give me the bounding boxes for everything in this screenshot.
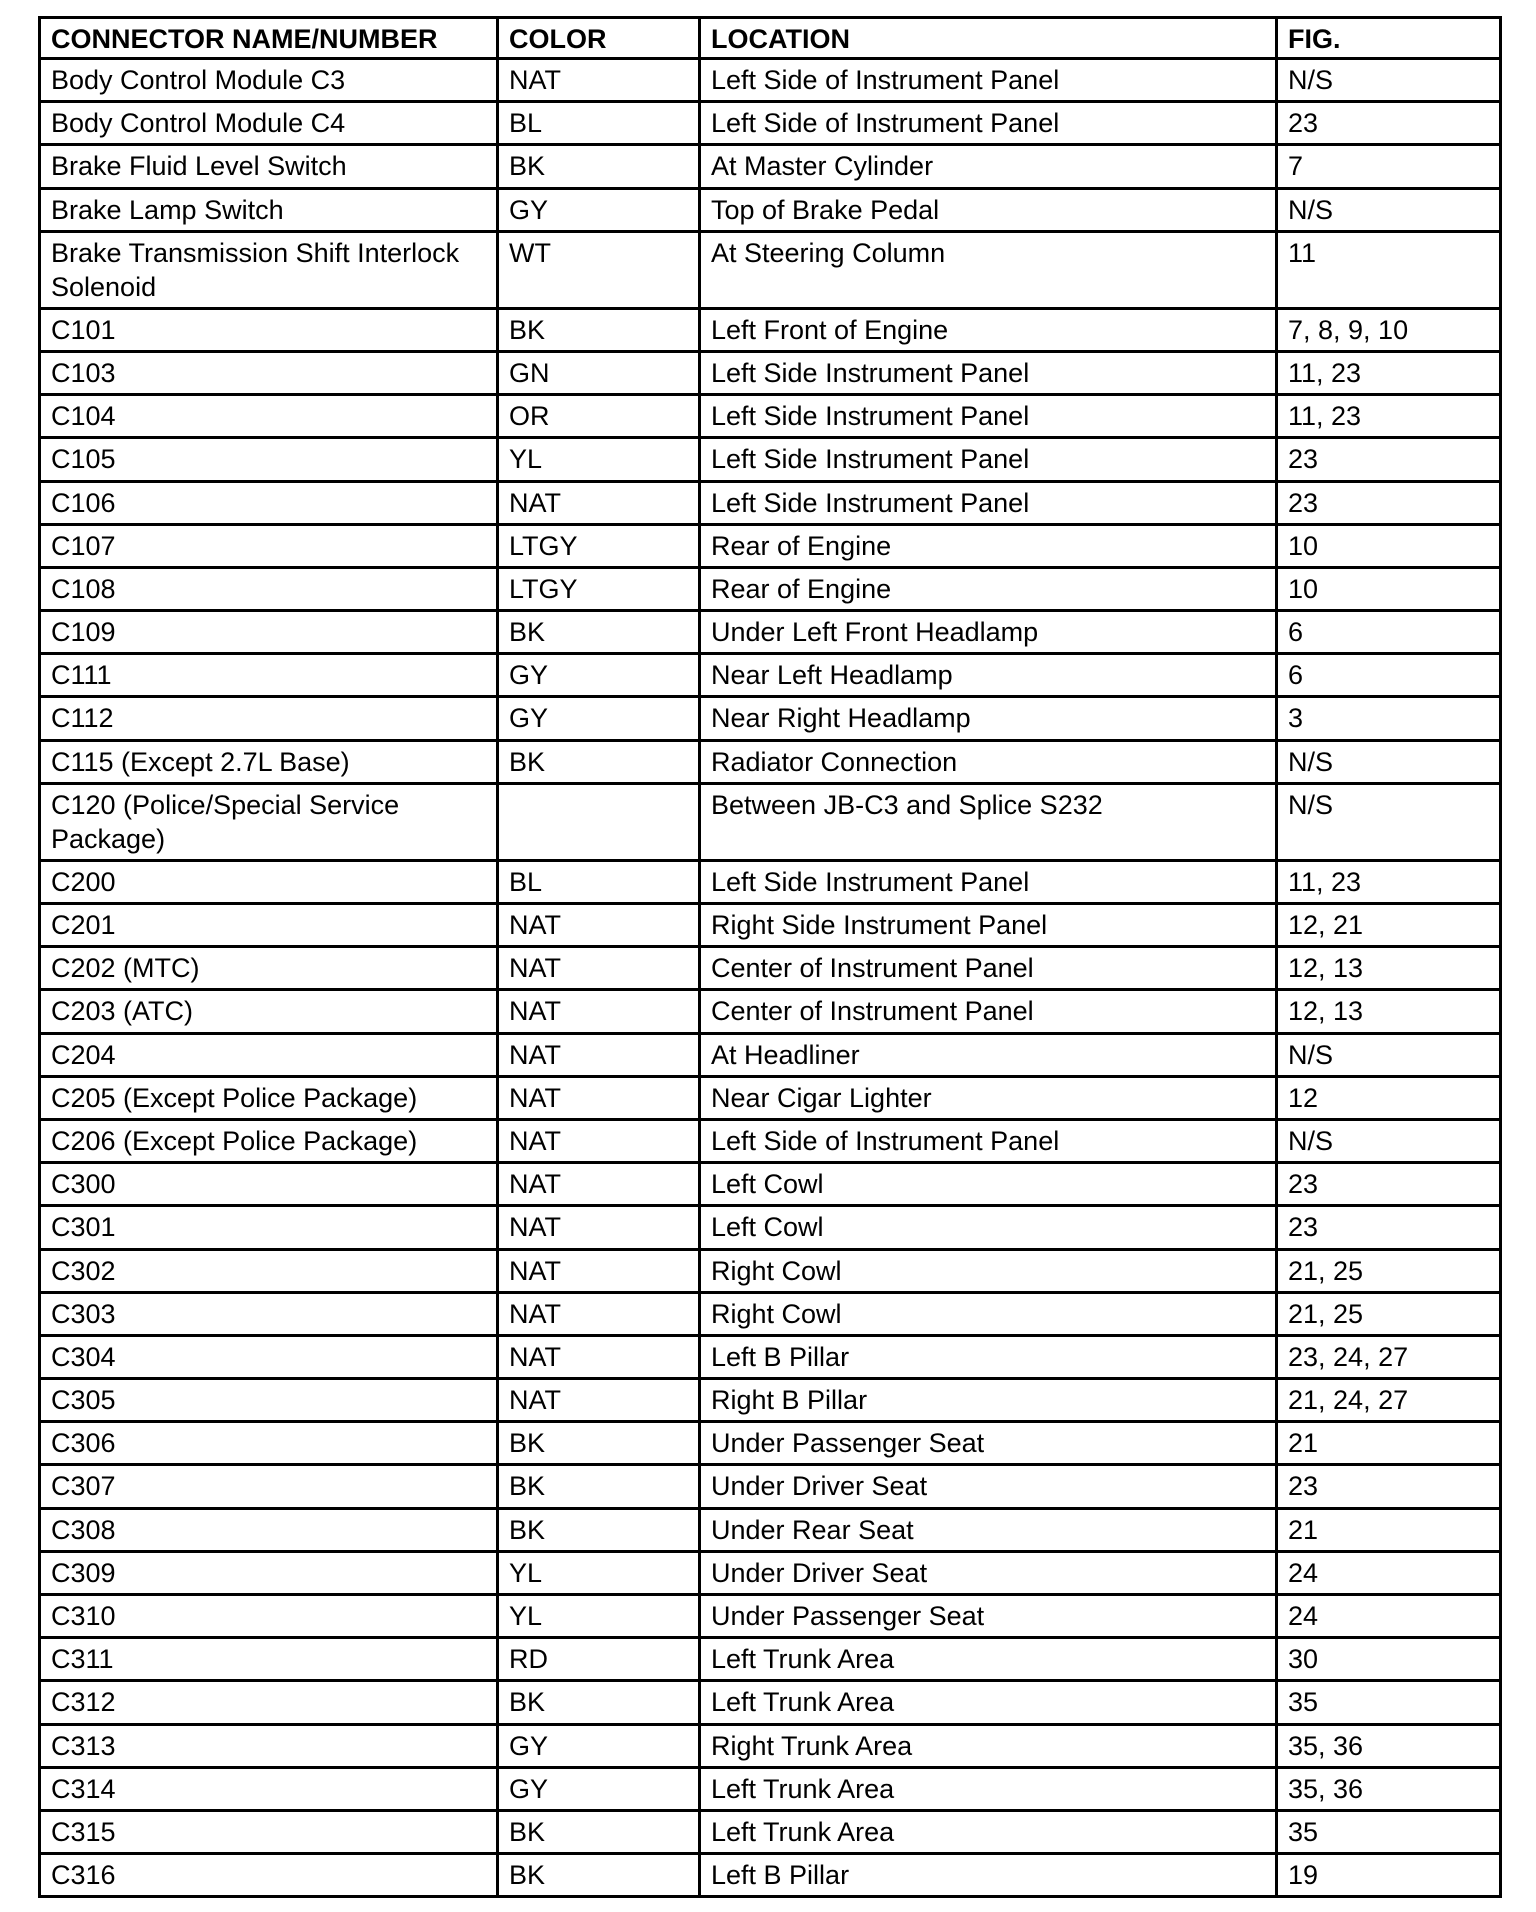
connector-name-cell: C309 [40,1551,498,1594]
connector-name-cell: C204 [40,1033,498,1076]
color-cell: BL [498,860,700,903]
color-cell: NAT [498,59,700,102]
location-cell: Right B Pillar [700,1379,1277,1422]
fig-cell: 7 [1277,145,1501,188]
connector-name-cell: C111 [40,654,498,697]
table-row [40,990,1501,1033]
connector-name-cell: C312 [40,1681,498,1724]
table-row [40,1508,1501,1551]
table-row [40,188,1501,231]
fig-cell: 10 [1277,524,1501,567]
location-cell: Left B Pillar [700,1335,1277,1378]
color-cell: NAT [498,990,700,1033]
fig-cell: 21 [1277,1508,1501,1551]
fig-cell: N/S [1277,740,1501,783]
connector-name-cell: C105 [40,438,498,481]
connector-name-cell: C301 [40,1206,498,1249]
table-row [40,567,1501,610]
table-row [40,1292,1501,1335]
location-cell: Between JB-C3 and Splice S232 [700,783,1277,860]
location-cell: At Headliner [700,1033,1277,1076]
location-cell: Under Passenger Seat [700,1595,1277,1638]
color-cell: BK [498,611,700,654]
fig-cell: 21, 25 [1277,1292,1501,1335]
fig-cell: 23 [1277,438,1501,481]
location-cell: Under Passenger Seat [700,1422,1277,1465]
connector-name-cell: C306 [40,1422,498,1465]
fig-cell: 11, 23 [1277,395,1501,438]
location-cell: Center of Instrument Panel [700,947,1277,990]
connector-name-cell: C103 [40,351,498,394]
table-row [40,947,1501,990]
color-cell: WT [498,231,700,308]
color-cell: GY [498,654,700,697]
color-cell: NAT [498,1249,700,1292]
table-row [40,481,1501,524]
color-cell [498,783,700,860]
fig-cell: N/S [1277,783,1501,860]
color-cell: NAT [498,481,700,524]
table-row [40,611,1501,654]
table-row [40,59,1501,102]
connector-name-cell: C206 (Except Police Package) [40,1119,498,1162]
connector-name-cell: C112 [40,697,498,740]
fig-cell: 7, 8, 9, 10 [1277,308,1501,351]
table-row [40,102,1501,145]
color-cell: NAT [498,904,700,947]
connector-name-cell: C311 [40,1638,498,1681]
location-cell: Under Driver Seat [700,1551,1277,1594]
table-row [40,1335,1501,1378]
location-cell: Radiator Connection [700,740,1277,783]
location-cell: Left Trunk Area [700,1638,1277,1681]
color-cell: BK [498,1854,700,1897]
connector-name-cell: C108 [40,567,498,610]
table-row [40,1810,1501,1853]
fig-cell: 23, 24, 27 [1277,1335,1501,1378]
fig-cell: 19 [1277,1854,1501,1897]
location-cell: Left Trunk Area [700,1810,1277,1853]
color-cell: NAT [498,1206,700,1249]
connector-name-cell: C203 (ATC) [40,990,498,1033]
connector-name-cell: Brake Fluid Level Switch [40,145,498,188]
connector-name-cell: C200 [40,860,498,903]
table-row [40,1379,1501,1422]
connector-name-cell: C308 [40,1508,498,1551]
location-cell: Center of Instrument Panel [700,990,1277,1033]
connector-name-cell: C106 [40,481,498,524]
color-cell: RD [498,1638,700,1681]
color-cell: NAT [498,1033,700,1076]
connector-name-cell: C109 [40,611,498,654]
connector-name-cell: Body Control Module C4 [40,102,498,145]
location-cell: At Master Cylinder [700,145,1277,188]
color-cell: OR [498,395,700,438]
location-cell: Left B Pillar [700,1854,1277,1897]
color-cell: YL [498,438,700,481]
color-cell: YL [498,1595,700,1638]
location-cell: Left Side Instrument Panel [700,481,1277,524]
location-cell: Left Side of Instrument Panel [700,102,1277,145]
table-row [40,351,1501,394]
color-cell: BK [498,145,700,188]
connector-name-cell: C310 [40,1595,498,1638]
location-cell: Left Trunk Area [700,1767,1277,1810]
table-row [40,1595,1501,1638]
color-cell: NAT [498,1076,700,1119]
connector-name-cell: C315 [40,1810,498,1853]
fig-cell: 35 [1277,1810,1501,1853]
color-cell: BL [498,102,700,145]
connector-name-cell: C304 [40,1335,498,1378]
header-color: COLOR [498,18,700,59]
connector-name-cell: C314 [40,1767,498,1810]
location-cell: Under Left Front Headlamp [700,611,1277,654]
fig-cell: 23 [1277,481,1501,524]
location-cell: Rear of Engine [700,567,1277,610]
color-cell: NAT [498,1292,700,1335]
color-cell: GY [498,1767,700,1810]
fig-cell: 21, 25 [1277,1249,1501,1292]
location-cell: Left Front of Engine [700,308,1277,351]
location-cell: Right Trunk Area [700,1724,1277,1767]
table-row [40,1206,1501,1249]
connector-name-cell: C120 (Police/Special Service Package) [40,783,498,860]
location-cell: Left Cowl [700,1206,1277,1249]
fig-cell: 11, 23 [1277,351,1501,394]
connector-name-cell: C201 [40,904,498,947]
color-cell: LTGY [498,567,700,610]
table-row [40,1076,1501,1119]
color-cell: BK [498,1681,700,1724]
location-cell: Under Driver Seat [700,1465,1277,1508]
color-cell: BK [498,740,700,783]
location-cell: Left Side Instrument Panel [700,395,1277,438]
fig-cell: 12, 21 [1277,904,1501,947]
location-cell: Left Side of Instrument Panel [700,59,1277,102]
table-row [40,1422,1501,1465]
color-cell: BK [498,1810,700,1853]
color-cell: BK [498,1465,700,1508]
fig-cell: N/S [1277,188,1501,231]
location-cell: Left Trunk Area [700,1681,1277,1724]
location-cell: Near Cigar Lighter [700,1076,1277,1119]
color-cell: NAT [498,1163,700,1206]
table-row [40,1767,1501,1810]
fig-cell: 12, 13 [1277,990,1501,1033]
color-cell: NAT [498,1335,700,1378]
connector-name-cell: C313 [40,1724,498,1767]
fig-cell: 10 [1277,567,1501,610]
table-row [40,697,1501,740]
connector-name-cell: C300 [40,1163,498,1206]
table-row [40,1249,1501,1292]
connector-name-cell: C316 [40,1854,498,1897]
connector-name-cell: C303 [40,1292,498,1335]
location-cell: Near Right Headlamp [700,697,1277,740]
location-cell: Top of Brake Pedal [700,188,1277,231]
location-cell: At Steering Column [700,231,1277,308]
table-row [40,740,1501,783]
fig-cell: 23 [1277,1163,1501,1206]
table-header [40,18,1501,59]
table-row [40,524,1501,567]
fig-cell: 6 [1277,654,1501,697]
fig-cell: 35 [1277,1681,1501,1724]
table-row [40,1119,1501,1162]
color-cell: GN [498,351,700,394]
fig-cell: 12, 13 [1277,947,1501,990]
fig-cell: 21 [1277,1422,1501,1465]
connector-name-cell: C302 [40,1249,498,1292]
fig-cell: 21, 24, 27 [1277,1379,1501,1422]
table-row [40,904,1501,947]
fig-cell: 35, 36 [1277,1767,1501,1810]
table-row [40,783,1501,860]
fig-cell: N/S [1277,1033,1501,1076]
fig-cell: 23 [1277,102,1501,145]
fig-cell: 6 [1277,611,1501,654]
fig-cell: 23 [1277,1206,1501,1249]
location-cell: Right Side Instrument Panel [700,904,1277,947]
table-row [40,395,1501,438]
fig-cell: 11 [1277,231,1501,308]
color-cell: BK [498,308,700,351]
color-cell: GY [498,188,700,231]
color-cell: GY [498,1724,700,1767]
location-cell: Right Cowl [700,1292,1277,1335]
color-cell: BK [498,1422,700,1465]
connector-name-cell: C101 [40,308,498,351]
location-cell: Left Side Instrument Panel [700,351,1277,394]
table-row [40,654,1501,697]
color-cell: BK [498,1508,700,1551]
connector-name-cell: C202 (MTC) [40,947,498,990]
fig-cell: 24 [1277,1551,1501,1594]
table-row [40,145,1501,188]
connector-location-sheet [38,16,1499,1898]
connector-name-cell: Body Control Module C3 [40,59,498,102]
connector-name-cell: C107 [40,524,498,567]
header-row [40,18,1501,59]
table-row [40,231,1501,308]
table-row [40,1033,1501,1076]
connector-name-cell: C305 [40,1379,498,1422]
table-row [40,1163,1501,1206]
header-location: LOCATION [700,18,1277,59]
fig-cell: N/S [1277,1119,1501,1162]
fig-cell: 11, 23 [1277,860,1501,903]
fig-cell: 24 [1277,1595,1501,1638]
location-cell: Left Side of Instrument Panel [700,1119,1277,1162]
table-body [40,59,1501,1897]
fig-cell: N/S [1277,59,1501,102]
location-cell: Under Rear Seat [700,1508,1277,1551]
color-cell: YL [498,1551,700,1594]
connector-name-cell: C115 (Except 2.7L Base) [40,740,498,783]
color-cell: NAT [498,947,700,990]
color-cell: LTGY [498,524,700,567]
connector-name-cell: Brake Transmission Shift Interlock Solenoid [40,231,498,308]
location-cell: Left Cowl [700,1163,1277,1206]
table-row [40,438,1501,481]
connector-name-cell: Brake Lamp Switch [40,188,498,231]
location-cell: Rear of Engine [700,524,1277,567]
table-row [40,1638,1501,1681]
connector-table [38,16,1502,1898]
fig-cell: 3 [1277,697,1501,740]
fig-cell: 12 [1277,1076,1501,1119]
fig-cell: 23 [1277,1465,1501,1508]
header-connector-name: CONNECTOR NAME/NUMBER [40,18,498,59]
fig-cell: 35, 36 [1277,1724,1501,1767]
connector-name-cell: C205 (Except Police Package) [40,1076,498,1119]
table-row [40,1465,1501,1508]
location-cell: Left Side Instrument Panel [700,438,1277,481]
table-row [40,1551,1501,1594]
connector-name-cell: C307 [40,1465,498,1508]
table-row [40,1854,1501,1897]
table-row [40,308,1501,351]
connector-name-cell: C104 [40,395,498,438]
table-row [40,1681,1501,1724]
location-cell: Right Cowl [700,1249,1277,1292]
color-cell: GY [498,697,700,740]
color-cell: NAT [498,1119,700,1162]
location-cell: Left Side Instrument Panel [700,860,1277,903]
table-row [40,860,1501,903]
fig-cell: 30 [1277,1638,1501,1681]
table-row [40,1724,1501,1767]
header-fig: FIG. [1277,18,1501,59]
color-cell: NAT [498,1379,700,1422]
location-cell: Near Left Headlamp [700,654,1277,697]
